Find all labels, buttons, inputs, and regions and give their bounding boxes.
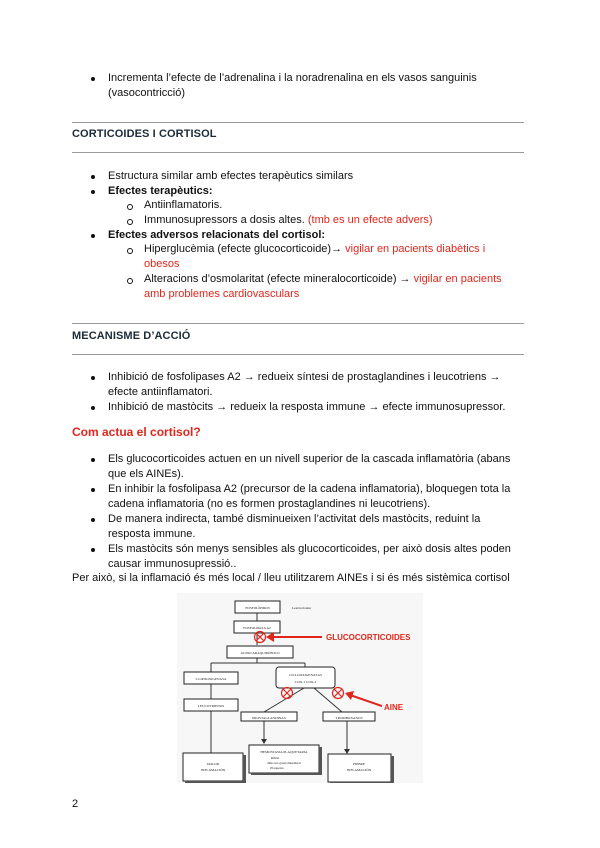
arrow-icon-aine (345, 691, 382, 706)
intro-line-2: (vasocontricció) (108, 87, 186, 99)
sub-bullet-icon (127, 248, 133, 254)
list-item: Els glucocorticoides actuen en un nivell superior de la cascada inflamatòria (abans (108, 453, 511, 465)
box-hemostasia-plaquetas: Plaquetas (270, 766, 284, 770)
bullet-icon (91, 548, 95, 552)
list-item: Antiinflamatoris. (144, 199, 223, 211)
box-lesion-tisular: Lesión tisular (292, 606, 312, 610)
list-item-note: obesos (144, 258, 180, 270)
list-item (144, 213, 433, 228)
box-prostaglandinas: PROSTAGLANDINAS (252, 716, 286, 720)
cascade-diagram-svg (177, 593, 423, 783)
list-item-text: Immunosupressors a dosis altes. (144, 214, 305, 226)
bullet-icon (91, 458, 95, 462)
list-item: Efectes adversos relacionats del cortisol: (108, 229, 326, 241)
box-dolor: DOLOR (206, 762, 220, 766)
bullet-icon (91, 234, 95, 238)
box-fosfolipidos: FOSFOLÍPIDOS (245, 606, 270, 610)
inhibition-icon-aine-right (333, 688, 344, 699)
box-acido-araquidonico: ÁCIDO ARAQUIDÓNICO (240, 651, 280, 655)
list-item: Els mastòcits són menys sensibles als glucocorticoides, per això dosis altes poden (108, 543, 511, 555)
box-leucotrienos: LEUCOTRIENOS (197, 704, 225, 708)
conclusion-paragraph: Per això, si la inflamació és més local / lleu utilitzarem AINEs i si és més sistèmica cortisol (72, 572, 510, 584)
subsection-title-cortisol: Com actua el cortisol? (72, 425, 201, 439)
box-cox-types: COX-1 COX-2 (294, 680, 317, 684)
sub-bullet-icon (127, 219, 133, 225)
list-item-text: Alteracions d’osmolaritat (efecte mineralocorticoide) → (144, 273, 411, 285)
box-fiebre: FIEBRE (352, 762, 366, 766)
section-title-mecanisme: MECANISME D’ACCIÓ (72, 330, 191, 342)
list-item (144, 242, 485, 257)
list-item: Estructura similar amb efectes terapèutics similars (108, 170, 354, 182)
list-item-note: amb problemes cardiovasculars (144, 288, 300, 300)
list-item: cadena inflamatoria (no es formen prostaglandines ni leucotriens). (108, 498, 431, 510)
box-hemostasia-rinon: Riñón (270, 756, 280, 760)
list-item: que els AINEs). (108, 468, 184, 480)
list-item: Inhibició de fosfolipases A2 → redueix síntesi de prostaglandines i leucotriens → (108, 371, 501, 383)
cascade-diagram (177, 593, 423, 783)
inhibition-icon-aine-left (282, 688, 293, 699)
divider (72, 354, 524, 355)
box-lipooxigenasa: 5-LIPOOXIGENASA (195, 677, 227, 681)
sub-bullet-icon (127, 204, 133, 210)
list-item: Efectes terapèutics: (108, 185, 213, 197)
box-tromboxanos: TROMBOXANOS (335, 716, 363, 720)
label-glucocorticoides: GLUCOCORTICOIDES (326, 633, 411, 642)
list-item: resposta immune. (108, 528, 196, 540)
divider (72, 323, 524, 324)
intro-line-1: Incrementa l’efecte de l’adrenalina i la noradrenalina en els vasos sanguinis (108, 72, 477, 84)
label-aine: AINE (384, 703, 404, 712)
bullet-icon (91, 190, 95, 194)
section-title-corticoides: CORTICOIDES I CORTISOL (72, 128, 217, 140)
bullet-icon (91, 175, 95, 179)
box-fosfolipasa: FOSFOLIPASA A2 (243, 626, 271, 630)
bullet-icon (91, 406, 95, 410)
box-hemostasia-mucosa: Mucosa gastrointestinal (267, 761, 301, 765)
box-hemostasia: HEMOSTASIA PLAQUETARIA (260, 750, 308, 754)
divider (72, 122, 524, 123)
bullet-icon (91, 518, 95, 522)
bullet-icon (91, 488, 95, 492)
divider (72, 152, 524, 153)
bullet-icon (91, 77, 95, 81)
list-item: Inhibició de mastòcits → redueix la resposta immune → efecte immunosupressor. (108, 401, 506, 413)
bullet-icon (91, 376, 95, 380)
list-item: efecte antiinflamatori. (108, 386, 213, 398)
list-item: De manera indirecta, també disminueixen l’activitat dels mastòcits, reduint la (108, 513, 481, 525)
box-fiebre-inflamacion: INFLAMACIÓN (346, 768, 372, 772)
list-item-note: vigilar en pacients diabètics i (345, 243, 486, 255)
list-item (144, 272, 502, 287)
list-item: En inhibir la fosfolipasa A2 (precursor de la cadena inflamatoria), bloquegen tota la (108, 483, 511, 495)
page-number: 2 (72, 798, 79, 810)
list-item-note: vigilar en pacients (413, 273, 502, 285)
diagram-boxes (183, 601, 391, 782)
box-dolor-inflamacion: INFLAMACIÓN (200, 768, 226, 772)
list-item: causar immunosupressió.. (108, 558, 237, 570)
list-item-note: (tmb es un efecte advers) (307, 214, 433, 226)
list-item-text: Hiperglucèmia (efecte glucocorticoide)→ (144, 243, 343, 255)
sub-bullet-icon (127, 278, 133, 284)
box-ciclooxigenasas: CICLOOXIGENASAS (289, 673, 322, 677)
